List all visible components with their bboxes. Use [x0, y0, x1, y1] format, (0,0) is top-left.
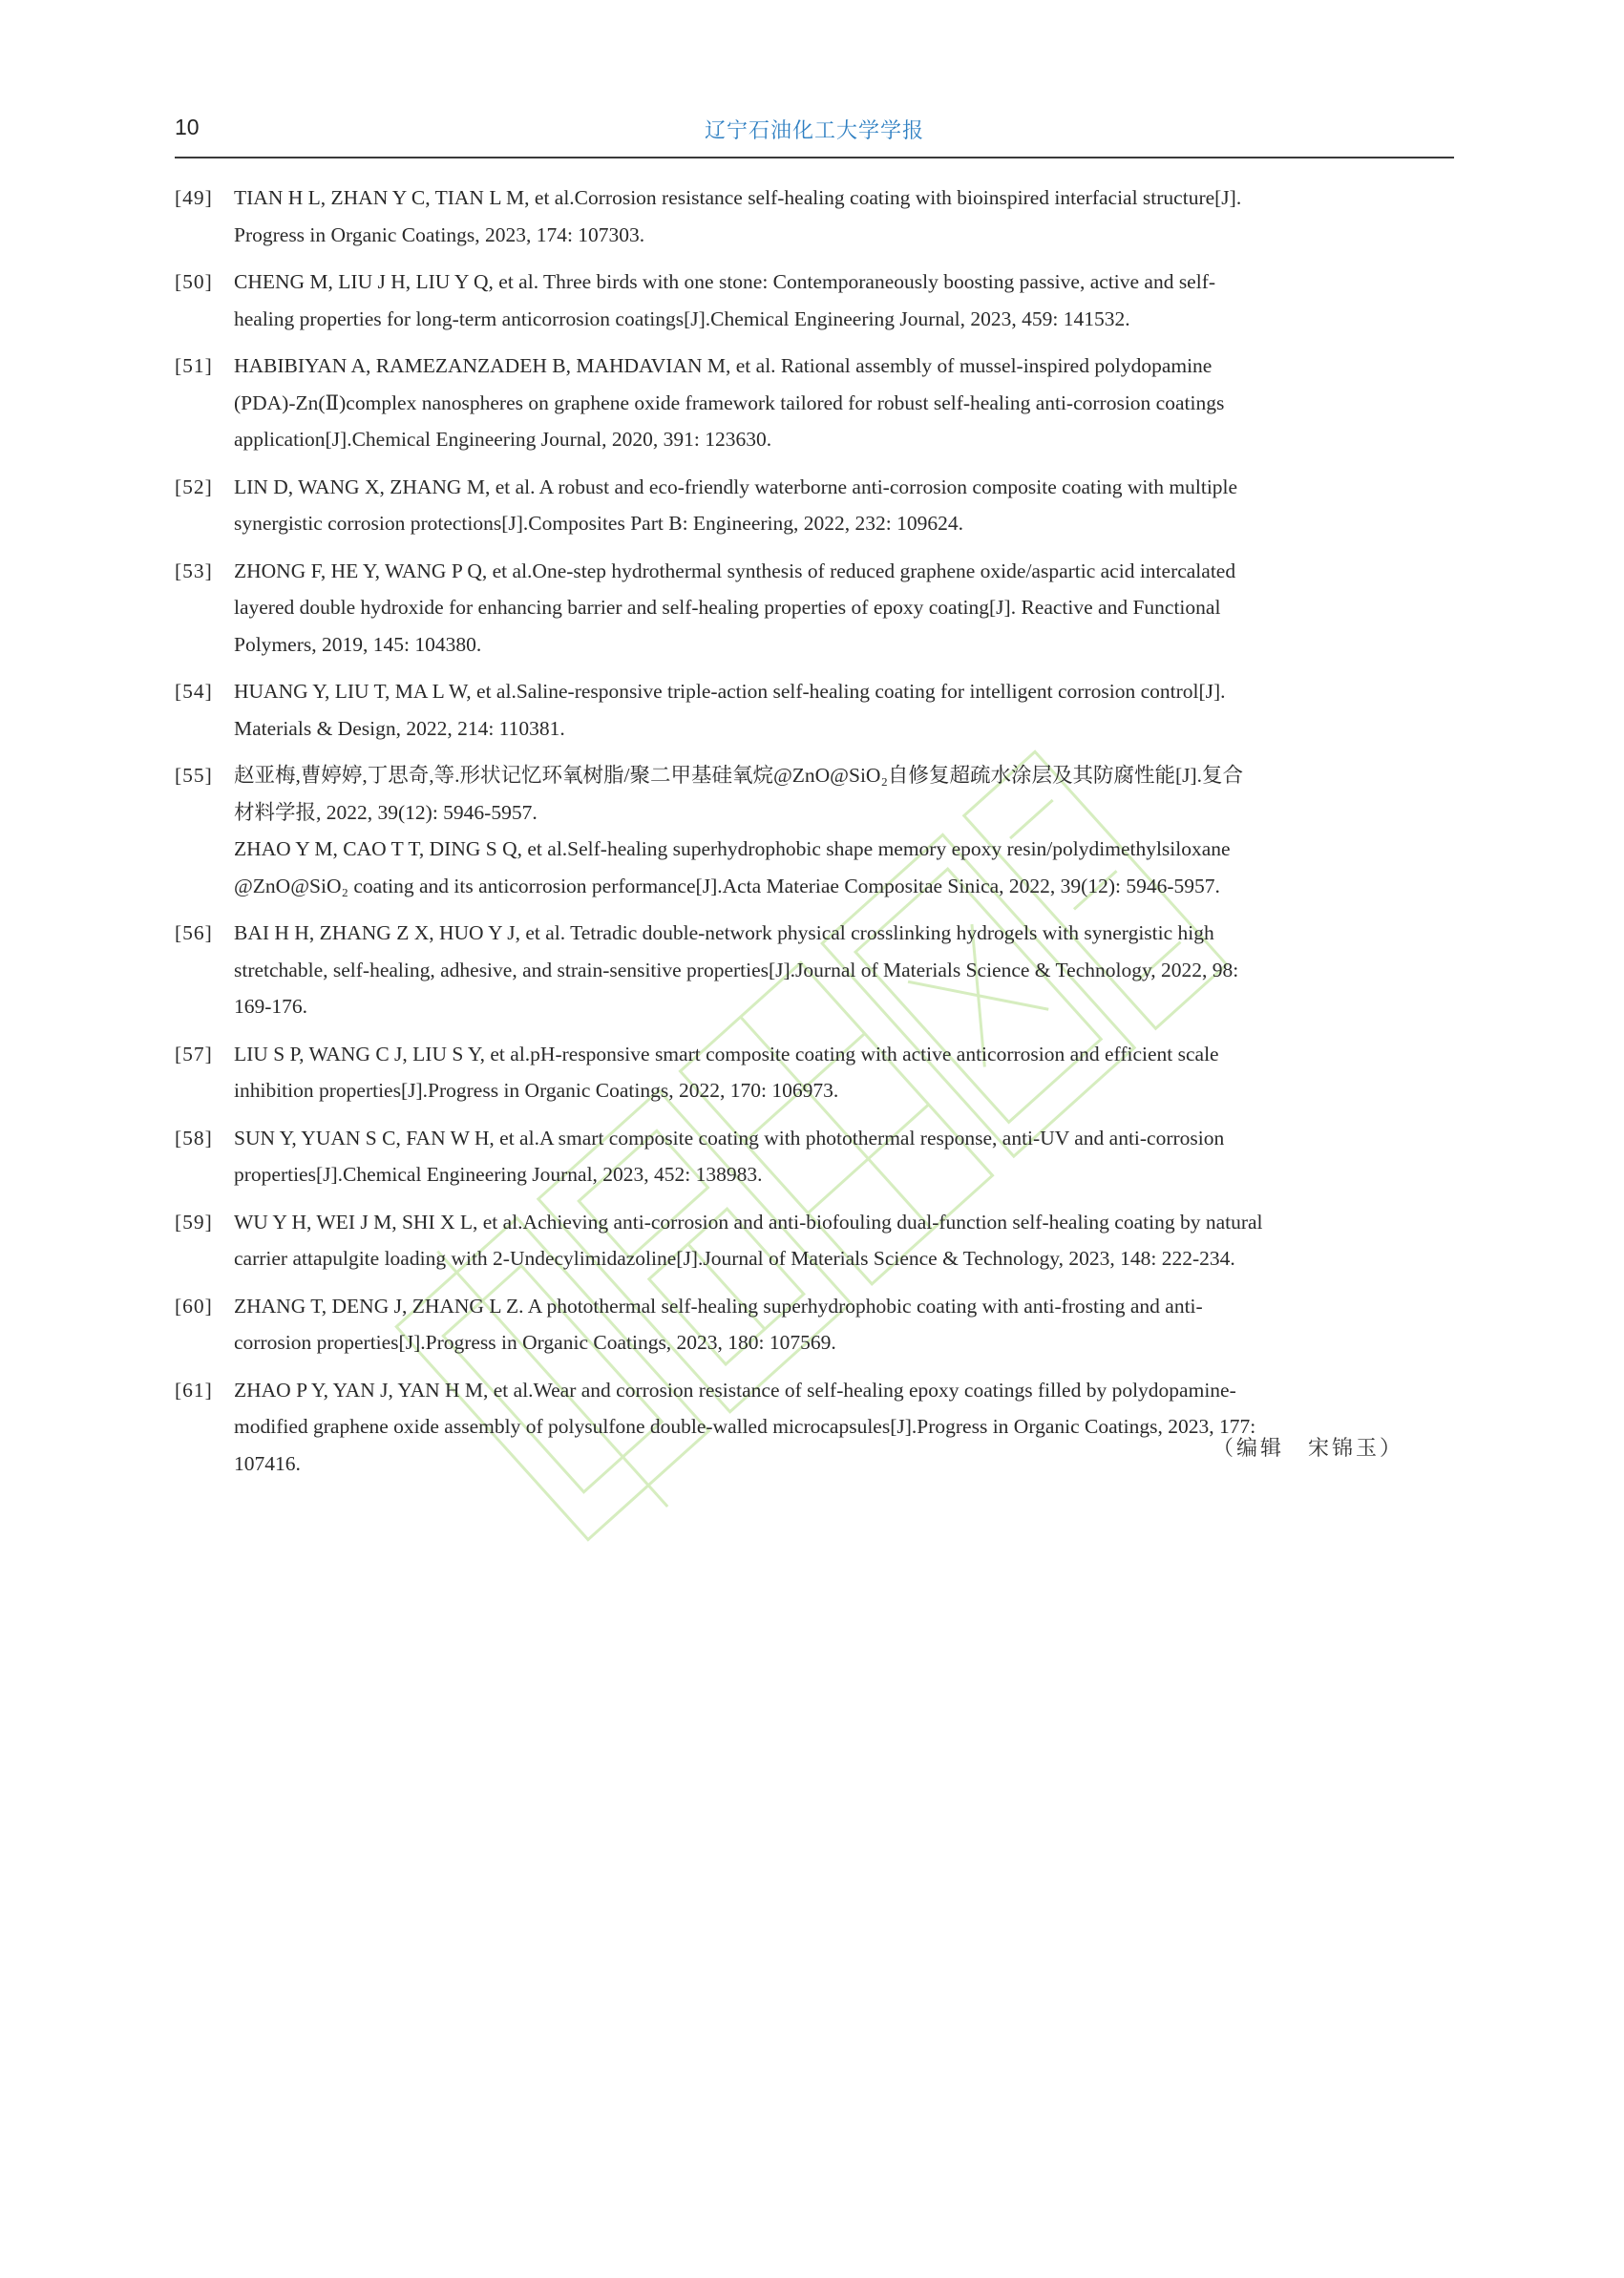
reference-text-line: 材料学报, 2022, 39(12): 5946-5957. [234, 800, 538, 824]
reference-item [175, 1036, 1454, 1109]
reference-text-line: (PDA)-Zn(Ⅱ)complex nanospheres on graphene oxide framework tailored for robust self-healing anti-corrosion coatings [234, 390, 1225, 414]
reference-item [175, 1120, 1454, 1193]
reference-text-line: layered double hydroxide for enhancing barrier and self-healing properties of epoxy coating[J]. Reactive and Functional [234, 596, 1221, 619]
journal-title: 辽宁石油化工大学学报 [704, 119, 924, 143]
reference-number: [52] [175, 475, 213, 498]
page-number: 10 [175, 115, 200, 139]
reference-number: [50] [175, 270, 213, 293]
reference-text-line: ZHAO Y M, CAO T T, DING S Q, et al.Self-healing superhydrophobic shape memory epoxy resin/polydimethylsiloxane [234, 837, 1231, 860]
reference-item [175, 1372, 1454, 1483]
reference-text-line: TIAN H L, ZHAN Y C, TIAN L M, et al.Corrosion resistance self-healing coating with bioinspired interfacial structure[J]. [234, 186, 1242, 209]
reference-text-line: 107416. [234, 1451, 301, 1475]
reference-text-line: modified graphene oxide assembly of polysulfone double-walled microcapsules[J].Progress in Organic Coatings, 2023, 177: [234, 1415, 1256, 1438]
reference-text-line: LIU S P, WANG C J, LIU S Y, et al.pH-responsive smart composite coating with active anticorrosion and efficient scale [234, 1042, 1219, 1065]
reference-item [175, 1288, 1454, 1361]
reference-text-line: ZHAO P Y, YAN J, YAN H M, et al.Wear and corrosion resistance of self-healing epoxy coatings filled by polydopamine- [234, 1378, 1236, 1402]
reference-text-line: ZHONG F, HE Y, WANG P Q, et al.One-step hydrothermal synthesis of reduced graphene oxide/aspartic acid intercalated [234, 559, 1236, 582]
reference-text-line: HUANG Y, LIU T, MA L W, et al.Saline-responsive triple-action self-healing coating for intelligent corrosion control[J]. [234, 680, 1226, 703]
reference-number: [55] [175, 764, 213, 787]
reference-number: [56] [175, 921, 213, 944]
reference-item [175, 179, 1454, 253]
reference-text-line: Progress in Organic Coatings, 2023, 174: 107303. [234, 222, 645, 246]
reference-number: [54] [175, 680, 213, 703]
reference-item [175, 553, 1454, 664]
reference-number: [58] [175, 1126, 213, 1150]
reference-text-line: 赵亚梅,曹婷婷,丁思奇,等.形状记忆环氧树脂/聚二甲基硅氧烷@ZnO@SiO₂自修复超疏水涂层及其防腐性能[J].复合 [234, 764, 1244, 787]
reference-text-line: carrier attapulgite loading with 2-Undecylimidazoline[J].Journal of Materials Science & Technology, 2023, 148: 222-234. [234, 1247, 1235, 1270]
reference-text-line: ZHANG T, DENG J, ZHANG L Z. A photothermal self-healing superhydrophobic coating with anti-frosting and anti- [234, 1294, 1203, 1318]
reference-text-line: Materials & Design, 2022, 214: 110381. [234, 716, 565, 740]
reference-text-line: corrosion properties[J].Progress in Organic Coatings, 2023, 180: 107569. [234, 1331, 836, 1354]
reference-number: [53] [175, 559, 213, 582]
reference-number: [51] [175, 354, 213, 377]
reference-text-line: CHENG M, LIU J H, LIU Y Q, et al. Three birds with one stone: Contemporaneously boosting passive, active and self- [234, 270, 1216, 293]
reference-item [175, 264, 1454, 337]
reference-text-line: @ZnO@SiO₂ coating and its anticorrosion performance[J].Acta Materiae Compositae Sinica, 2022, 39(12): 5946-5957. [234, 874, 1220, 897]
reference-number: [59] [175, 1210, 213, 1234]
editor-note: （编辑 宋锦玉） [1213, 1437, 1404, 1461]
reference-text-line: synergistic corrosion protections[J].Composites Part B: Engineering, 2022, 232: 109624. [234, 512, 963, 535]
reference-text-line: healing properties for long-term anticorrosion coatings[J].Chemical Engineering Journal, 2023, 459: 141532. [234, 306, 1130, 330]
reference-text-line: Polymers, 2019, 145: 104380. [234, 632, 482, 656]
reference-text-line: 169-176. [234, 995, 308, 1018]
reference-item [175, 673, 1454, 747]
reference-item [175, 757, 1454, 904]
reference-item [175, 915, 1454, 1025]
reference-text-line: inhibition properties[J].Progress in Organic Coatings, 2022, 170: 106973. [234, 1079, 839, 1102]
reference-text-line: properties[J].Chemical Engineering Journal, 2023, 452: 138983. [234, 1163, 763, 1186]
reference-text-line: WU Y H, WEI J M, SHI X L, et al.Achieving anti-corrosion and anti-biofouling dual-function self-healing coating by natural [234, 1210, 1263, 1234]
reference-item [175, 469, 1454, 542]
reference-list [175, 179, 1454, 1492]
reference-item [175, 1204, 1454, 1277]
reference-text-line: BAI H H, ZHANG Z X, HUO Y J, et al. Tetradic double-network physical crosslinking hydrogels with synergistic high [234, 921, 1214, 944]
reference-number: [60] [175, 1294, 213, 1318]
reference-number: [61] [175, 1378, 213, 1402]
page-header [175, 113, 1454, 158]
reference-text-line: application[J].Chemical Engineering Journal, 2020, 391: 123630. [234, 428, 772, 451]
reference-text-line: HABIBIYAN A, RAMEZANZADEH B, MAHDAVIAN M, et al. Rational assembly of mussel-inspired polydopamine [234, 354, 1213, 377]
reference-text-line: SUN Y, YUAN S C, FAN W H, et al.A smart composite coating with photothermal response, anti-UV and anti-corrosion [234, 1126, 1225, 1150]
reference-number: [49] [175, 186, 213, 209]
reference-text-line: stretchable, self-healing, adhesive, and strain-sensitive properties[J].Journal of Materials Science & Technology, 2022, 98: [234, 958, 1239, 981]
reference-item [175, 348, 1454, 458]
reference-text-line: LIN D, WANG X, ZHANG M, et al. A robust and eco-friendly waterborne anti-corrosion composite coating with multiple [234, 475, 1238, 498]
reference-number: [57] [175, 1042, 213, 1065]
